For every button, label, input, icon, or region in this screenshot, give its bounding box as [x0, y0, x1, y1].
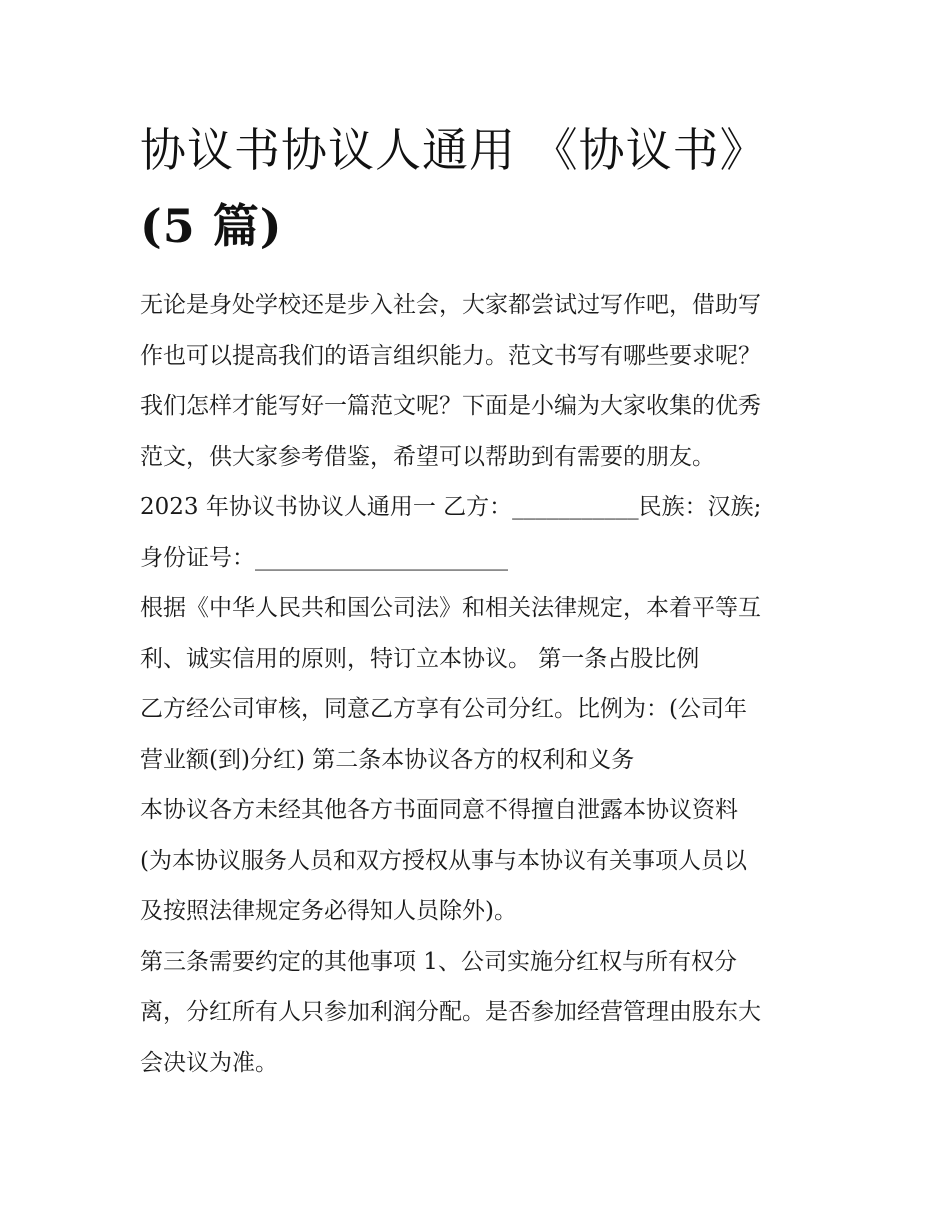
body-line: 会决议为准。 [140, 1049, 278, 1076]
body-line: 我们怎样才能写好一篇范文呢？下面是小编为大家收集的优秀 [140, 393, 761, 419]
body-line: 及按照法律规定务必得知人员除外)。 [140, 898, 517, 924]
body-line: 乙方经公司审核，同意乙方享有公司分红。比例为：(公司年 [140, 696, 747, 722]
body-line: 根据《中华人民共和国公司法》和相关法律规定，本着平等互 [140, 595, 761, 621]
body-line: 作也可以提高我们的语言组织能力。范文书写有哪些要求呢？ [140, 342, 761, 369]
body-line: 利、诚实信用的原则，特订立本协议。 第一条占股比例 [140, 645, 700, 672]
body-line: (为本协议服务人员和双方授权从事与本协议有关事项人员以 [140, 847, 747, 874]
body-line: 营业额(到)分红) 第二条本协议各方的权利和义务 [140, 746, 635, 773]
title-line-1: 协议书协议人通用 《协议书》 [140, 123, 767, 177]
body-line: 本协议各方未经其他各方书面同意不得擅自泄露本协议资料 [140, 797, 738, 823]
body-line: 身份证号：______________________ [140, 544, 508, 571]
body-line: 第三条需要约定的其他事项 1、公司实施分红权与所有权分 [140, 948, 737, 975]
document-body [140, 280, 820, 1088]
body-line: 2023 年协议书协议人通用一 乙方：___________民族：汉族; [140, 494, 762, 520]
body-line: 范文，供大家参考借鉴，希望可以帮助到有需要的朋友。 [140, 443, 715, 470]
body-line: 无论是身处学校还是步入社会，大家都尝试过写作吧，借助写 [140, 292, 761, 318]
body-line: 离，分红所有人只参加利润分配。是否参加经营管理由股东大 [140, 999, 761, 1025]
document-title [140, 112, 820, 264]
title-line-2: (5 篇) [140, 199, 283, 253]
